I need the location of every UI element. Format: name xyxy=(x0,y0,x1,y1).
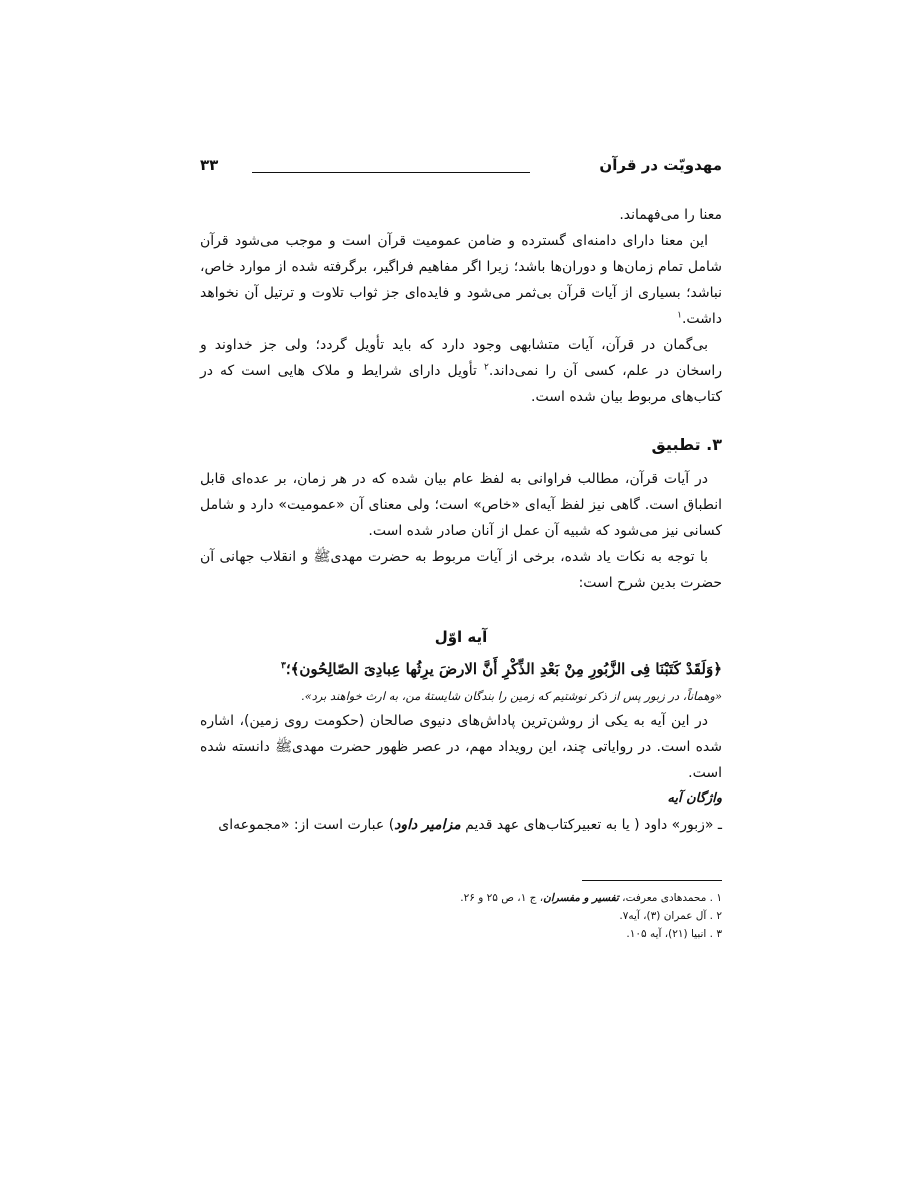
header-rule xyxy=(252,172,530,173)
footnote-ref-3: ۳ xyxy=(280,661,286,671)
paragraph-1: معنا را می‌فهماند. xyxy=(619,207,722,223)
paragraph-7-term: مزامیر داود xyxy=(394,817,461,833)
ayah-translation: «وهماناً، در زبور پس از ذکر نوشتیم که زمین را بندگان شایستهٔ من، به ارث خواهند برد». xyxy=(301,689,722,703)
page-body xyxy=(200,202,722,838)
ayah-arabic: ﴿وَلَقَدْ کَتَبْنَا فِی الزَّبُورِ مِنْ بَعْدِ الذِّکْرِ أَنَّ الارضَ یرِثُها عِبادِیَ الصّالِحُون﴾؛ xyxy=(285,660,722,678)
page-number: ۳۳ xyxy=(200,156,219,174)
footnotes xyxy=(200,880,722,943)
footnote-1-text-c: ، ج ۱، ص ۲۵ و ۲۶. xyxy=(460,892,544,904)
paragraph-7-text-c: ) عبارت است از: «مجموعه‌ای xyxy=(218,817,395,833)
running-title: مهدویّت در قرآن xyxy=(599,156,722,174)
paragraph-2 xyxy=(200,228,722,332)
footnote-3: ۳ . انبیا (۲۱)، آیه ۱۰۵. xyxy=(626,928,722,940)
paragraph-3 xyxy=(200,332,722,410)
paragraph-3-text-a: بی‌گمان در قرآن، آیات متشابهی وجود دارد که باید تأویل گردد؛ ولی جز خداوند و راسخان در علم، کسی آن را نمی‌داند. xyxy=(200,337,722,379)
paragraph-7 xyxy=(200,812,722,838)
paragraph-6: در این آیه به یکی از روشن‌ترین پاداش‌های دنیوی صالحان (حکومت روی زمین)، اشاره شده است. در روایاتی چند، این رویداد مهم، در عصر ظهور حضرت مهدی‌ﷺ دانسته شده است. xyxy=(200,713,722,781)
paragraph-2-text: این معنا دارای دامنه‌ای گسترده و ضامن عمومیت قرآن است و موجب می‌شود قرآن شامل تمام زمان‌ها و دوران‌ها باشد؛ زیرا اگر مفاهیم فراگیر، برگرفته شده از موارد خاص، نباشد؛ بسیاری از آیات قرآن بی‌ثمر می‌شود و فایده‌ای جز ثواب تلاوت و ترتیل آن نخواهد داشت. xyxy=(200,233,722,327)
footnote-ref-2: ۲ xyxy=(483,362,489,373)
paragraph-5: با توجه به نکات یاد شده، برخی از آیات مربوط به حضرت مهدی‌ﷺ و انقلاب جهانی آن حضرت بدین شرح است: xyxy=(200,549,722,591)
section-heading: ۳. تطبیق xyxy=(651,435,722,454)
page-header xyxy=(200,156,722,182)
paragraph-4: در آیات قرآن، مطالب فراوانی به لفظ عام بیان شده که در هر زمان، بر عده‌ای قابل انطباق است. گاهی نیز لفظ آیه‌ای «خاص» است؛ ولی معنای آن «عمومیت» دارد و شامل کسانی نیز می‌شود که شبیه آن عمل از آنان صادر شده است. xyxy=(200,471,722,539)
footnote-2: ۲ . آل عمران (۳)، آیه۷. xyxy=(619,910,722,922)
footnote-1-book-title: تفسیر و مفسران xyxy=(543,892,619,904)
ayah-text xyxy=(200,654,722,684)
paragraph-7-text-a: ـ «زبور» داود ( یا به تعبیرکتاب‌های عهد قدیم xyxy=(460,817,722,833)
footnote-ref-1: ۱ xyxy=(677,310,682,321)
ayah-title: آیه اوّل xyxy=(434,628,488,646)
vocabulary-subheading: واژگان آیه xyxy=(667,791,722,806)
paragraph-3-text-b: تأویل دارای شرایط و ملاک هایی است که در کتاب‌های مربوط بیان شده است. xyxy=(200,363,722,405)
footnote-1 xyxy=(200,889,722,907)
footnote-1-text-a: ۱ . محمدهادی معرفت، xyxy=(618,892,722,904)
footnote-rule xyxy=(582,880,722,881)
